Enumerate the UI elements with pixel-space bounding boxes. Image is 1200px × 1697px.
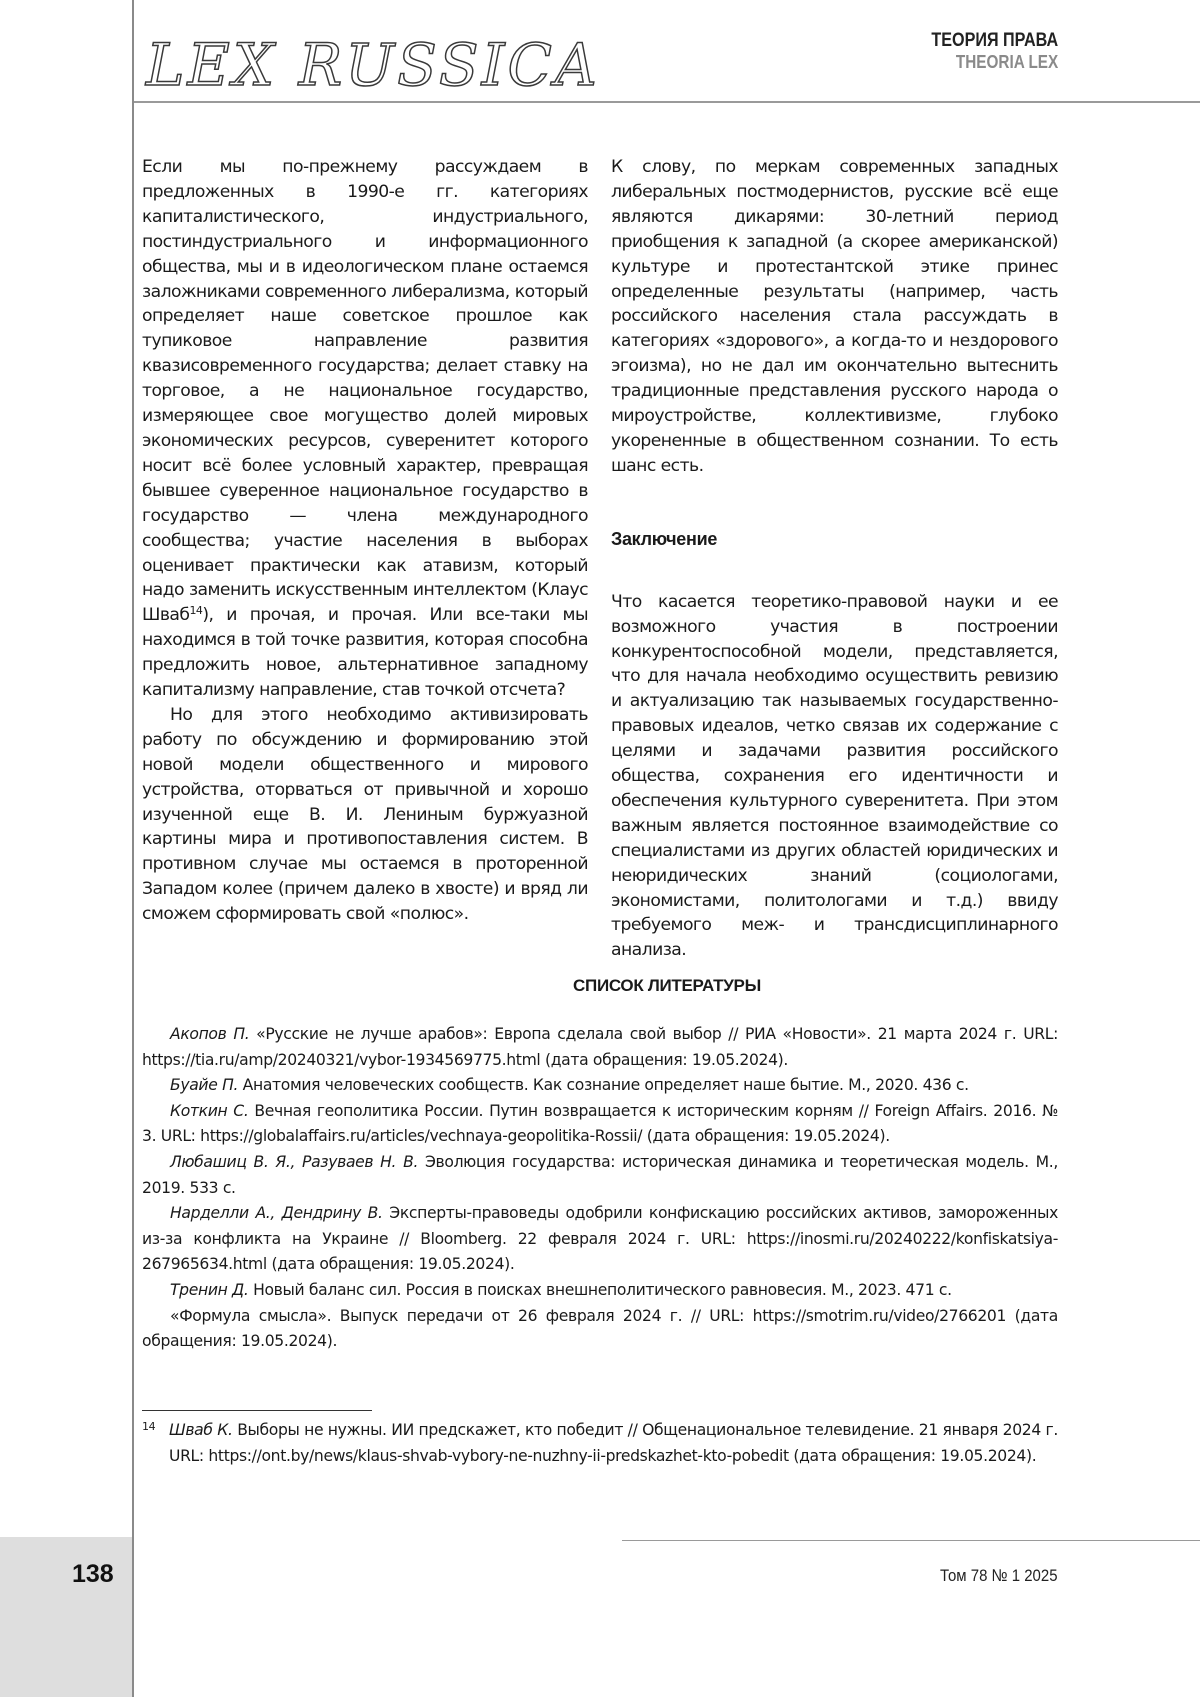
rubric xyxy=(909,30,1058,73)
rubric-title: ТЕОРИЯ ПРАВА xyxy=(931,30,1058,52)
left-margin-strip xyxy=(0,0,132,1697)
reference-item: Нарделли А., Дендрину В. Эксперты-правоведы одобрили конфискацию российских активов, замороженных из-за конфликта на Украине // Bloomberg. 22 февраля 2024 г. URL: https://inosmi.ru/20240222/konfiskatsiya-267965634.html (дата обращения: 19.05.2024). xyxy=(142,1201,1058,1278)
references-list xyxy=(142,1022,1058,1355)
reference-item: Коткин С. Вечная геополитика России. Путин возвращается к историческим корням // Foreign Affairs. 2016. № 3. URL: https://globalaffairs.ru/articles/vechnaya-geopolitika-Rossii/ (дата обращения: 19.05.2024). xyxy=(142,1099,1058,1150)
footnote xyxy=(142,1418,1058,1469)
section-heading: Заключение xyxy=(611,527,1058,552)
paragraph: Если мы по-прежнему рассуждаем в предложенных в 1990-е гг. категориях капиталистического, индустриального, постиндустриального и информационного общества, мы и в идеологическом плане остаемся заложниками современного либерализма, который определяет наше советское прошлое как тупиковое направление развития квазисовременного государства; делает ставку на торговое, а не национальное государство, измеряющее свое могущество долей мировых экономических ресурсов, суверенитет которого носит всё более условный характер, превращая бывшее суверенное национальное государство в государство — члена международного сообщества; участие населения в выборах оценивает практически как атавизм, который надо заменить искусственным интеллектом (Клаус Шваб14), и прочая, и прочая. Или все-таки мы находимся в той точке развития, которая способна предложить новое, альтернативное западному капитализму направление, став точкой отсчета? xyxy=(142,155,588,703)
right-column xyxy=(611,155,1058,963)
reference-item: Любашиц В. Я., Разуваев Н. В. Эволюция государства: историческая динамика и теоретическая модель. М., 2019. 533 с. xyxy=(142,1150,1058,1201)
paragraph: Что касается теоретико-правовой науки и ее возможного участия в построении конкурентоспособной модели, представляется, что для начала необходимо осуществить ревизию и актуализацию так называемых государственно-правовых идеалов, четко связав их содержание с целями и задачами развития российского общества, сохранения его идентичности и обеспечения культурного суверенитета. При этом важным является постоянное взаимодействие со специалистами из других областей юридических и неюридических знаний (социологами, экономистами, политологами и т.д.) ввиду требуемого меж- и трансдисциплинарного анализа. xyxy=(611,590,1058,964)
journal-logo: LEX RUSSICA xyxy=(146,36,600,94)
paragraph: Но для этого необходимо активизировать работу по обсуждению и формированию этой новой модели общественного и мирового устройства, оторваться от привычной и хорошо изученной еще В. И. Лениным буржуазной картины мира и противопоставления систем. В противном случае мы остаемся в проторенной Западом колее (причем далеко в хвосте) и вряд ли сможем сформировать свой «полюс». xyxy=(142,703,588,927)
footnote-text: Шваб К. Выборы не нужны. ИИ предскажет, кто победит // Общенациональное телевидение. 21 января 2024 г. URL: https://ont.by/news/klaus-shvab-vybory-ne-nuzhny-ii-predskazhet-kto-pobedit (дата обращения: 19.05.2024). xyxy=(169,1418,1058,1469)
footnote-ref[interactable]: 14 xyxy=(189,604,202,617)
reference-item: Тренин Д. Новый баланс сил. Россия в поисках внешнеполитического равновесия. М., 2023. 471 с. xyxy=(142,1278,1058,1304)
paragraph: К слову, по меркам современных западных либеральных постмодернистов, русские всё еще являются дикарями: 30-летний период приобщения к западной (а скорее американской) культуре и протестантской этике принес определенные результаты (например, часть российского населения стала рассуждать в категориях «здорового», а когда-то и нездорового эгоизма), но не дал им окончательно вытеснить традиционные представления русского народа о мироустройстве, коллективизме, глубоко укорененные в общественном сознании. То есть шанс есть. xyxy=(611,155,1058,479)
reference-item: Буайе П. Анатомия человеческих сообществ. Как сознание определяет наше бытие. М., 2020. 436 с. xyxy=(142,1073,1058,1099)
reference-item: «Формула смысла». Выпуск передачи от 26 февраля 2024 г. // URL: https://smotrim.ru/video/2766201 (дата обращения: 19.05.2024). xyxy=(142,1304,1058,1355)
footnote-rule xyxy=(142,1410,372,1411)
reference-item: Акопов П. «Русские не лучше арабов»: Европа сделала свой выбор // РИА «Новости». 21 марта 2024 г. URL: https://tia.ru/amp/20240321/vybor-1934569775.html (дата обращения: 19.05.2024). xyxy=(142,1022,1058,1073)
references-title: СПИСОК ЛИТЕРАТУРЫ xyxy=(134,976,1200,996)
left-column xyxy=(142,155,588,927)
rubric-subtitle: THEORIA LEX xyxy=(931,52,1058,73)
issue-info: Том 78 № 1 2025 xyxy=(941,1566,1058,1586)
footnote-number: 14 xyxy=(142,1414,155,1440)
page-number: 138 xyxy=(72,1560,114,1589)
vertical-rule xyxy=(132,0,134,1697)
header-rule xyxy=(134,101,1200,103)
footer-rule xyxy=(622,1540,1200,1541)
